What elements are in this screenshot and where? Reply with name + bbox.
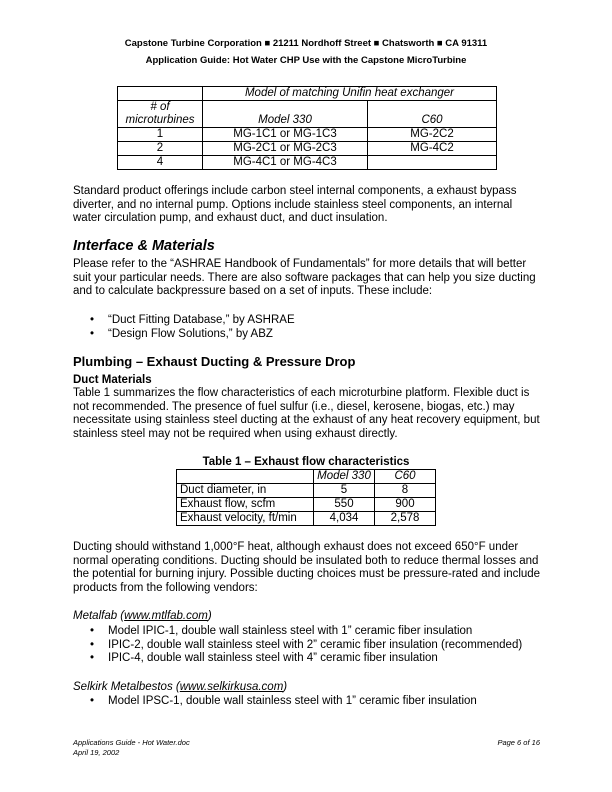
column-header-line: # of <box>150 101 170 113</box>
table-row <box>177 484 436 498</box>
table-row <box>118 156 497 170</box>
table-cell <box>177 470 314 484</box>
table-cell: 4,034 <box>314 512 375 526</box>
vendor-link-metalfab[interactable]: www.mtlfab.com <box>124 610 208 622</box>
duct-materials-paragraph: Table 1 summarizes the flow characteristics of each microturbine platform. Flexible duct is not recommended. The presence of fuel sulfur (i.e., diesel, kerosene, biogas, etc.) may necessitate using stainless steel ducting at the exhaust of any heat recovery equipment, but stainless steel may not be required when using exhaust directly. <box>73 387 540 440</box>
table-row <box>118 101 497 128</box>
vendor-metalfab: Metalfab (www.mtlfab.com) <box>73 610 212 622</box>
unifin-model-table <box>117 86 497 170</box>
table-row <box>118 87 497 101</box>
table-header-cell: Model 330 <box>203 101 368 128</box>
table-cell: Exhaust flow, scfm <box>177 498 314 512</box>
vendor-name: Metalfab <box>73 610 118 622</box>
footer-filename: Applications Guide - Hot Water.doc <box>73 738 190 747</box>
list-item: • Model IPSC-1, double wall stainless steel with 1” ceramic fiber insulation <box>90 695 530 709</box>
table-cell: 900 <box>375 498 436 512</box>
list-item: • IPIC-4, double wall stainless steel with 4” ceramic fiber insulation <box>90 652 530 666</box>
table-cell: MG-2C1 or MG-2C3 <box>203 142 368 156</box>
table-cell: 8 <box>375 484 436 498</box>
vendor-selkirk: Selkirk Metalbestos (www.selkirkusa.com) <box>73 681 288 693</box>
table-row <box>177 498 436 512</box>
table-cell: 2,578 <box>375 512 436 526</box>
ducting-paragraph: Ducting should withstand 1,000°F heat, although exhaust does not exceed 650°F under normal operating conditions. Ducting should be insulated both to reduce thermal losses and the potential for burning injury. Possible ducting choices must be pressure-rated and include products from the following vendors: <box>73 541 541 594</box>
table-row <box>177 470 436 484</box>
table-cell: 1 <box>118 128 203 142</box>
list-item: • “Design Flow Solutions,” by ABZ <box>90 328 530 342</box>
table1-caption: Table 1 – Exhaust flow characteristics <box>202 456 410 468</box>
table-row <box>118 128 497 142</box>
vendor-name: Selkirk Metalbestos <box>73 681 173 693</box>
footer-page-number: Page 6 of 16 <box>497 738 540 747</box>
interface-materials-heading: Interface & Materials <box>73 238 215 254</box>
table-header-cell: C60 <box>368 101 497 128</box>
table-row <box>118 142 497 156</box>
table-cell: MG-4C2 <box>368 142 497 156</box>
table-cell: MG-1C1 or MG-1C3 <box>203 128 368 142</box>
software-list <box>90 314 530 341</box>
duct-materials-subheading: Duct Materials <box>73 374 152 386</box>
selkirk-product-list <box>90 695 530 709</box>
footer-left <box>73 738 190 758</box>
table-header-cell: C60 <box>375 470 436 484</box>
list-item: • IPIC-2, double wall stainless steel with 2” ceramic fiber insulation (recommended) <box>90 639 530 653</box>
table-header-cell: Model of matching Unifin heat exchanger <box>203 87 497 101</box>
table-cell: MG-4C1 or MG-4C3 <box>203 156 368 170</box>
table-cell <box>118 87 203 101</box>
table-header-cell: Model 330 <box>314 470 375 484</box>
table-cell: 4 <box>118 156 203 170</box>
table-cell: MG-2C2 <box>368 128 497 142</box>
vendor-link-selkirk[interactable]: www.selkirkusa.com <box>179 681 284 693</box>
table-cell <box>368 156 497 170</box>
header-address: Capstone Turbine Corporation ■ 21211 Nordhoff Street ■ Chatsworth ■ CA 91311 <box>124 38 488 49</box>
plumbing-heading: Plumbing – Exhaust Ducting & Pressure Drop <box>73 354 356 369</box>
table-cell: Exhaust velocity, ft/min <box>177 512 314 526</box>
table-cell: Duct diameter, in <box>177 484 314 498</box>
header-guide-title: Application Guide: Hot Water CHP Use with the Capstone MicroTurbine <box>145 55 467 66</box>
footer-date: April 19, 2002 <box>73 748 120 757</box>
interface-paragraph: Please refer to the “ASHRAE Handbook of Fundamentals” for more details that will better suit your particular needs. There are also software packages that can help you size ducting and to calculate backpressure based on a set of inputs. These include: <box>73 258 536 297</box>
table-cell: 2 <box>118 142 203 156</box>
table-row <box>177 512 436 526</box>
standard-offerings-paragraph: Standard product offerings include carbon steel internal components, a exhaust bypass diverter, and no internal pump. Options include stainless steel components, an internal water circulation pump, and exhaust duct, and duct insulation. <box>73 185 517 224</box>
table-cell: 5 <box>314 484 375 498</box>
metalfab-product-list <box>90 625 530 666</box>
list-item: • “Duct Fitting Database,” by ASHRAE <box>90 314 530 328</box>
column-header-line: microturbines <box>125 114 195 126</box>
exhaust-flow-table <box>176 469 436 526</box>
list-item: • Model IPIC-1, double wall stainless steel with 1” ceramic fiber insulation <box>90 625 530 639</box>
table-cell: 550 <box>314 498 375 512</box>
table-header-cell <box>118 101 203 128</box>
